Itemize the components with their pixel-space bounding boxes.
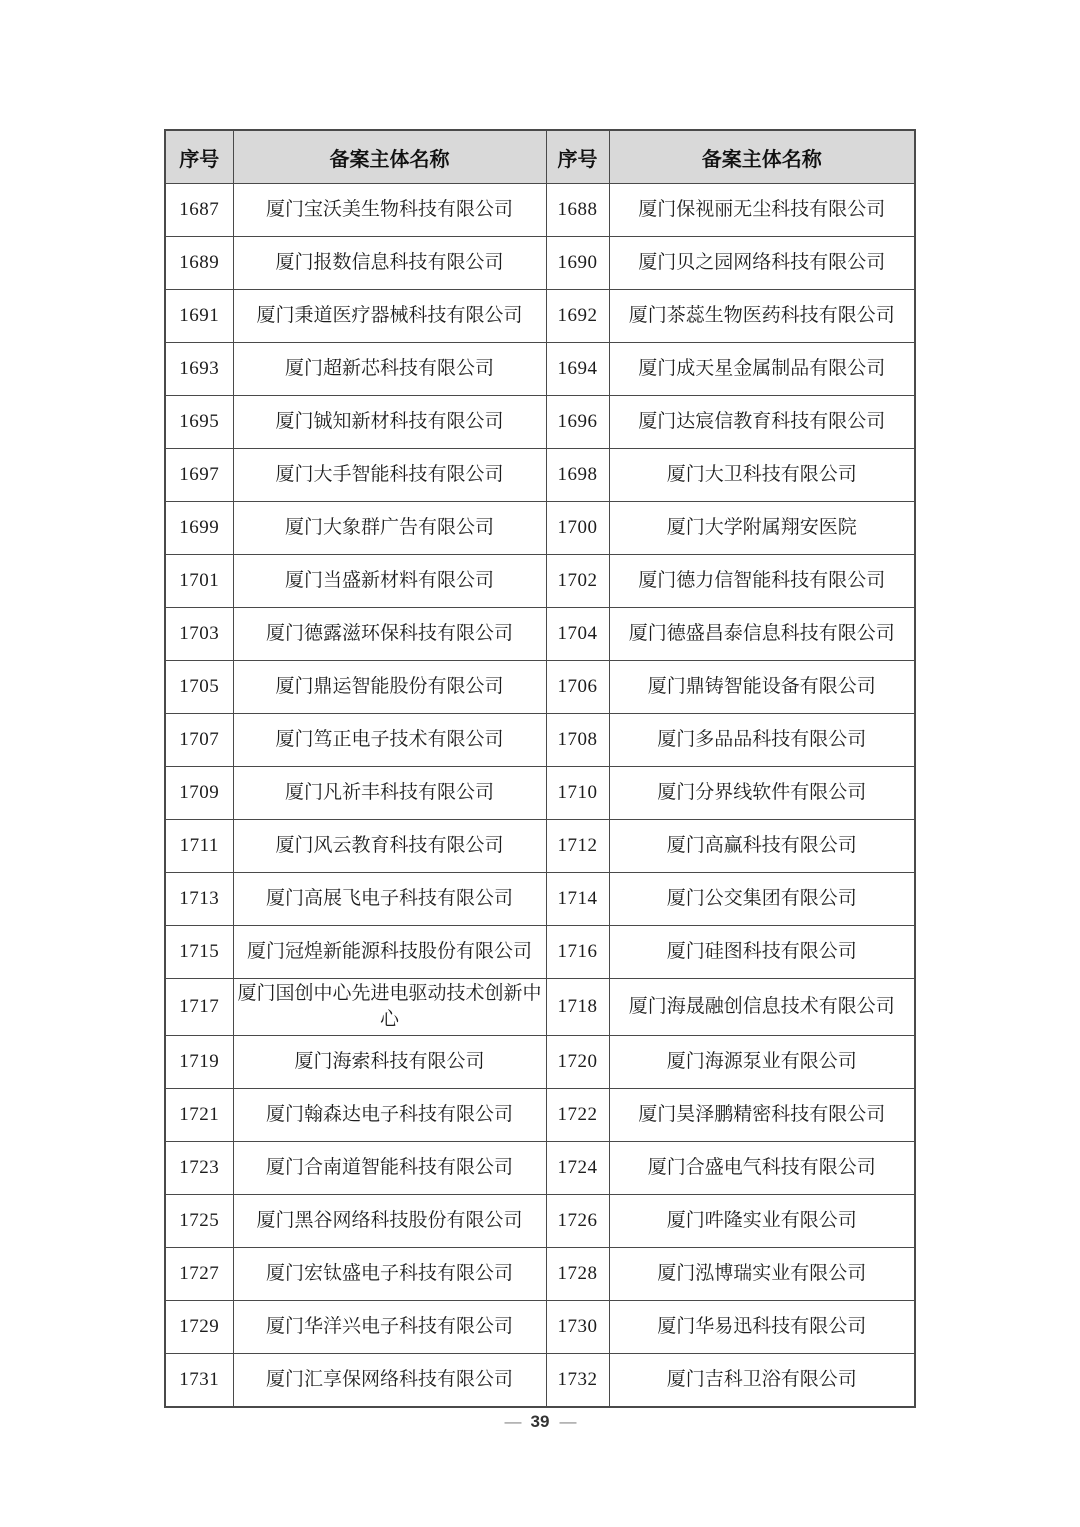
table-body [165,184,915,1408]
serial-cell-right: 1700 [546,502,609,555]
entity-name-cell-right: 厦门公交集团有限公司 [609,873,915,926]
footer-dash-right: — [559,1412,576,1431]
table-row [165,1036,915,1089]
serial-cell-right: 1712 [546,820,609,873]
table-row [165,926,915,979]
table-row [165,449,915,502]
entity-name-cell-right: 厦门多品品科技有限公司 [609,714,915,767]
col-header-entity-left: 备案主体名称 [233,130,546,184]
entity-name-cell-left: 厦门德露滋环保科技有限公司 [233,608,546,661]
serial-cell-left: 1705 [165,661,233,714]
entity-name-cell-left: 厦门凡祈丰科技有限公司 [233,767,546,820]
serial-cell-left: 1711 [165,820,233,873]
serial-cell-right: 1722 [546,1089,609,1142]
serial-cell-left: 1707 [165,714,233,767]
serial-cell-right: 1732 [546,1354,609,1408]
table-row [165,1195,915,1248]
serial-cell-left: 1691 [165,290,233,343]
serial-cell-left: 1697 [165,449,233,502]
entity-name-cell-right: 厦门大卫科技有限公司 [609,449,915,502]
serial-cell-left: 1721 [165,1089,233,1142]
table-row [165,343,915,396]
serial-cell-right: 1696 [546,396,609,449]
serial-cell-right: 1688 [546,184,609,237]
serial-cell-left: 1729 [165,1301,233,1354]
page-number: 39 [530,1412,550,1431]
entity-name-cell-left: 厦门报数信息科技有限公司 [233,237,546,290]
serial-cell-right: 1710 [546,767,609,820]
entity-name-cell-left: 厦门大象群广告有限公司 [233,502,546,555]
serial-cell-left: 1695 [165,396,233,449]
entity-name-cell-left: 厦门当盛新材料有限公司 [233,555,546,608]
entity-name-cell-right: 厦门海晟融创信息技术有限公司 [609,979,915,1036]
entity-name-cell-right: 厦门合盛电气科技有限公司 [609,1142,915,1195]
entity-name-cell-left: 厦门高展飞电子科技有限公司 [233,873,546,926]
entity-name-cell-left: 厦门华洋兴电子科技有限公司 [233,1301,546,1354]
table-row [165,820,915,873]
entity-name-cell-right: 厦门吽隆实业有限公司 [609,1195,915,1248]
entity-name-cell-left: 厦门冠煌新能源科技股份有限公司 [233,926,546,979]
serial-cell-right: 1690 [546,237,609,290]
serial-cell-right: 1730 [546,1301,609,1354]
serial-cell-left: 1713 [165,873,233,926]
serial-cell-left: 1701 [165,555,233,608]
serial-cell-left: 1727 [165,1248,233,1301]
entity-name-cell-right: 厦门大学附属翔安医院 [609,502,915,555]
serial-cell-right: 1728 [546,1248,609,1301]
entity-name-cell-right: 厦门分界线软件有限公司 [609,767,915,820]
table-row [165,1248,915,1301]
entity-name-cell-right: 厦门茶蕊生物医药科技有限公司 [609,290,915,343]
serial-cell-right: 1718 [546,979,609,1036]
table-row [165,396,915,449]
serial-cell-right: 1704 [546,608,609,661]
serial-cell-left: 1731 [165,1354,233,1408]
serial-cell-left: 1703 [165,608,233,661]
serial-cell-left: 1723 [165,1142,233,1195]
serial-cell-right: 1692 [546,290,609,343]
entity-name-cell-left: 厦门笃正电子技术有限公司 [233,714,546,767]
serial-cell-left: 1715 [165,926,233,979]
registration-table [164,129,916,1408]
table-row [165,502,915,555]
table-row [165,608,915,661]
serial-cell-left: 1717 [165,979,233,1036]
serial-cell-right: 1716 [546,926,609,979]
table-header-row [165,130,915,184]
table-row [165,661,915,714]
entity-name-cell-right: 厦门保视丽无尘科技有限公司 [609,184,915,237]
entity-name-cell-left: 厦门海索科技有限公司 [233,1036,546,1089]
table-row [165,873,915,926]
entity-name-cell-left: 厦门超新芯科技有限公司 [233,343,546,396]
entity-name-cell-right: 厦门达宸信教育科技有限公司 [609,396,915,449]
entity-name-cell-left: 厦门汇享保网络科技有限公司 [233,1354,546,1408]
serial-cell-left: 1687 [165,184,233,237]
entity-name-cell-left: 厦门合南道智能科技有限公司 [233,1142,546,1195]
serial-cell-left: 1709 [165,767,233,820]
entity-name-cell-left: 厦门风云教育科技有限公司 [233,820,546,873]
entity-name-cell-left: 厦门宏钛盛电子科技有限公司 [233,1248,546,1301]
serial-cell-right: 1702 [546,555,609,608]
serial-cell-left: 1699 [165,502,233,555]
col-header-entity-right: 备案主体名称 [609,130,915,184]
table-row [165,1089,915,1142]
serial-cell-right: 1708 [546,714,609,767]
serial-cell-left: 1693 [165,343,233,396]
table-row [165,290,915,343]
entity-name-cell-left: 厦门黑谷网络科技股份有限公司 [233,1195,546,1248]
entity-name-cell-right: 厦门泓博瑞实业有限公司 [609,1248,915,1301]
entity-name-cell-left: 厦门鼎运智能股份有限公司 [233,661,546,714]
page-footer [0,1412,1080,1432]
entity-name-cell-left: 厦门翰森达电子科技有限公司 [233,1089,546,1142]
serial-cell-right: 1720 [546,1036,609,1089]
entity-name-cell-right: 厦门德盛昌泰信息科技有限公司 [609,608,915,661]
entity-name-cell-right: 厦门昊泽鹏精密科技有限公司 [609,1089,915,1142]
table-row [165,184,915,237]
table-row [165,1142,915,1195]
serial-cell-right: 1714 [546,873,609,926]
col-header-serial-right: 序号 [546,130,609,184]
table-row [165,1301,915,1354]
serial-cell-right: 1694 [546,343,609,396]
serial-cell-right: 1726 [546,1195,609,1248]
entity-name-cell-right: 厦门德力信智能科技有限公司 [609,555,915,608]
entity-name-cell-right: 厦门鼎铸智能设备有限公司 [609,661,915,714]
entity-name-cell-right: 厦门硅图科技有限公司 [609,926,915,979]
entity-name-cell-right: 厦门海源泵业有限公司 [609,1036,915,1089]
entity-name-cell-left: 厦门国创中心先进电驱动技术创新中心 [233,979,546,1036]
entity-name-cell-left: 厦门大手智能科技有限公司 [233,449,546,502]
entity-name-cell-right: 厦门华易迅科技有限公司 [609,1301,915,1354]
entity-name-cell-right: 厦门高赢科技有限公司 [609,820,915,873]
table-row [165,237,915,290]
col-header-serial-left: 序号 [165,130,233,184]
footer-dash-left: — [504,1412,521,1431]
entity-name-cell-left: 厦门铖知新材科技有限公司 [233,396,546,449]
table-row [165,979,915,1036]
entity-name-cell-left: 厦门宝沃美生物科技有限公司 [233,184,546,237]
serial-cell-right: 1724 [546,1142,609,1195]
table-row [165,714,915,767]
entity-name-cell-right: 厦门吉科卫浴有限公司 [609,1354,915,1408]
serial-cell-left: 1719 [165,1036,233,1089]
serial-cell-left: 1689 [165,237,233,290]
serial-cell-left: 1725 [165,1195,233,1248]
table-row [165,1354,915,1408]
table-row [165,767,915,820]
entity-name-cell-left: 厦门秉道医疗器械科技有限公司 [233,290,546,343]
table-row [165,555,915,608]
serial-cell-right: 1698 [546,449,609,502]
entity-name-cell-right: 厦门成天星金属制品有限公司 [609,343,915,396]
serial-cell-right: 1706 [546,661,609,714]
entity-name-cell-right: 厦门贝之园网络科技有限公司 [609,237,915,290]
